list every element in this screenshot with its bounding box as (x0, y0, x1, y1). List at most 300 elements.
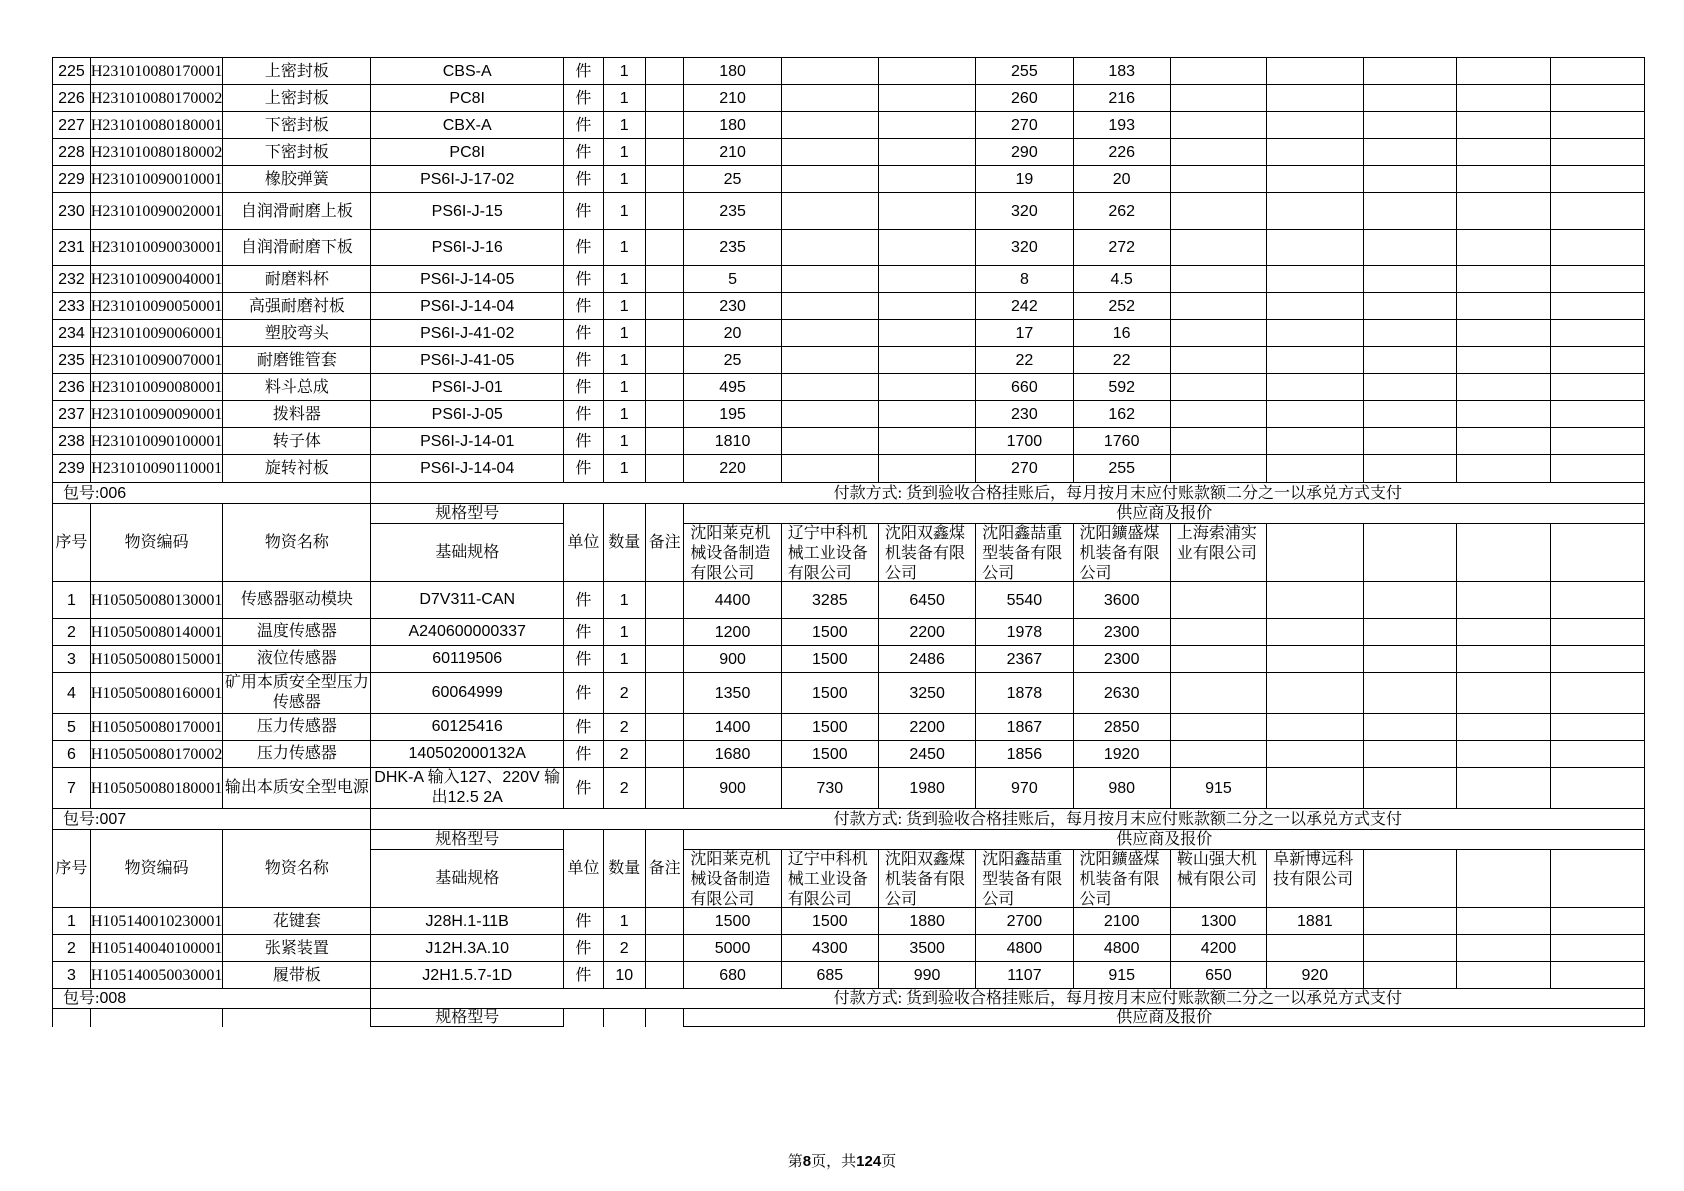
row-code: H105140050030001 (90, 962, 223, 989)
row-price (1363, 401, 1457, 428)
row-price (1551, 139, 1645, 166)
row-price (1363, 374, 1457, 401)
row-price: 1500 (781, 673, 878, 714)
row-name: 拨料器 (223, 401, 371, 428)
row-remark (645, 166, 684, 193)
row-price: 180 (684, 58, 781, 85)
row-price (781, 455, 878, 483)
row-price (1457, 320, 1551, 347)
row-unit: 件 (564, 58, 603, 85)
row-name: 料斗总成 (223, 374, 371, 401)
row-price (1551, 166, 1645, 193)
row-price: 4200 (1170, 935, 1266, 962)
row-price (1267, 935, 1363, 962)
row-price: 210 (684, 85, 781, 112)
row-unit: 件 (564, 293, 603, 320)
row-remark (645, 293, 684, 320)
row-price: 685 (781, 962, 878, 989)
header-supplier-quote: 供应商及报价 (684, 1009, 1645, 1027)
package-008 (53, 989, 1645, 1027)
row-code: H231010090100001 (90, 428, 223, 455)
row-price (781, 58, 878, 85)
row-price (1170, 293, 1266, 320)
row-code: H231010090050001 (90, 293, 223, 320)
row-price (1267, 741, 1363, 768)
row-qty: 1 (603, 266, 645, 293)
package-number-008: 包号:008 (53, 989, 371, 1009)
row-price: 2200 (878, 619, 975, 646)
row-seq: 232 (53, 266, 91, 293)
row-seq: 233 (53, 293, 91, 320)
row-qty: 1 (603, 428, 645, 455)
row-price: 193 (1073, 112, 1170, 139)
row-price: 915 (1170, 768, 1266, 809)
header-name: 物资名称 (223, 830, 371, 908)
row-qty: 1 (603, 320, 645, 347)
row-price (781, 293, 878, 320)
row-price (878, 455, 975, 483)
row-price (1267, 374, 1363, 401)
row-price (1170, 374, 1266, 401)
row-code: H105050080130001 (90, 582, 223, 619)
row-price (1551, 741, 1645, 768)
header-unit: 单位 (564, 830, 603, 908)
row-remark (645, 266, 684, 293)
row-price: 162 (1073, 401, 1170, 428)
row-price (1170, 85, 1266, 112)
row-price: 255 (976, 58, 1073, 85)
row-name: 自润滑耐磨下板 (223, 230, 371, 266)
row-price (1363, 193, 1457, 230)
row-remark (645, 374, 684, 401)
row-price: 3285 (781, 582, 878, 619)
row-price (1363, 320, 1457, 347)
supplier-name: 沈阳鑛盛煤机装备有限公司 (1079, 525, 1160, 580)
table-row (53, 293, 1645, 320)
row-price (1551, 320, 1645, 347)
row-unit: 件 (564, 139, 603, 166)
row-price: 1500 (781, 619, 878, 646)
supplier-name: 沈阳鑫喆重型装备有限公司 (982, 851, 1063, 906)
row-name: 上密封板 (223, 85, 371, 112)
row-price (1267, 266, 1363, 293)
row-qty: 1 (603, 401, 645, 428)
row-price: 260 (976, 85, 1073, 112)
row-qty: 1 (603, 230, 645, 266)
row-qty: 1 (603, 646, 645, 673)
row-price (1363, 58, 1457, 85)
row-price: 1867 (976, 714, 1073, 741)
row-price (1551, 935, 1645, 962)
row-price: 1500 (684, 908, 781, 935)
row-price (1551, 347, 1645, 374)
table-row (53, 768, 1645, 809)
row-price (1551, 58, 1645, 85)
row-price (1170, 347, 1266, 374)
table-row (53, 646, 1645, 673)
row-price: 592 (1073, 374, 1170, 401)
row-price (1551, 582, 1645, 619)
row-price: 2850 (1073, 714, 1170, 741)
row-price: 4800 (1073, 935, 1170, 962)
row-price (1457, 230, 1551, 266)
row-unit: 件 (564, 582, 603, 619)
row-spec: J12H.3A.10 (371, 935, 564, 962)
row-name: 液位传感器 (223, 646, 371, 673)
row-unit: 件 (564, 908, 603, 935)
row-price: 19 (976, 166, 1073, 193)
row-price (1551, 230, 1645, 266)
row-price: 980 (1073, 768, 1170, 809)
row-price: 1856 (976, 741, 1073, 768)
row-price: 4300 (781, 935, 878, 962)
header-seq: 序号 (53, 504, 91, 582)
row-price: 220 (684, 455, 781, 483)
table-row (53, 58, 1645, 85)
row-price: 2100 (1073, 908, 1170, 935)
row-seq: 231 (53, 230, 91, 266)
row-price: 660 (976, 374, 1073, 401)
row-unit: 件 (564, 935, 603, 962)
row-price (1551, 673, 1645, 714)
row-unit: 件 (564, 962, 603, 989)
row-price (1551, 428, 1645, 455)
row-qty: 1 (603, 112, 645, 139)
row-code: H105050080170002 (90, 741, 223, 768)
header-qty: 数量 (603, 830, 645, 908)
row-code: H105050080160001 (90, 673, 223, 714)
row-code: H105050080180001 (90, 768, 223, 809)
row-seq: 6 (53, 741, 91, 768)
row-seq: 226 (53, 85, 91, 112)
row-price (1267, 193, 1363, 230)
row-qty: 2 (603, 935, 645, 962)
table-row (53, 166, 1645, 193)
row-unit: 件 (564, 646, 603, 673)
row-price (781, 347, 878, 374)
row-price (1363, 714, 1457, 741)
row-price (878, 347, 975, 374)
supplier-name: 沈阳莱克机械设备制造有限公司 (690, 525, 771, 580)
row-seq: 229 (53, 166, 91, 193)
row-qty: 2 (603, 741, 645, 768)
row-price (1457, 139, 1551, 166)
row-price (781, 320, 878, 347)
row-price: 272 (1073, 230, 1170, 266)
row-remark (645, 741, 684, 768)
row-price: 290 (976, 139, 1073, 166)
row-code: H105050080150001 (90, 646, 223, 673)
row-unit: 件 (564, 166, 603, 193)
row-code: H105050080170001 (90, 714, 223, 741)
table-row (53, 139, 1645, 166)
row-price: 990 (878, 962, 975, 989)
row-code: H231010080180002 (90, 139, 223, 166)
row-price: 6450 (878, 582, 975, 619)
row-unit: 件 (564, 401, 603, 428)
row-price: 4.5 (1073, 266, 1170, 293)
row-price (878, 374, 975, 401)
quotation-table (52, 57, 1645, 1027)
row-price (1170, 320, 1266, 347)
row-price (1363, 428, 1457, 455)
row-price (1267, 230, 1363, 266)
row-price: 252 (1073, 293, 1170, 320)
payment-terms: 付款方式: 货到验收合格挂账后，每月按月末应付账款额二分之一以承兑方式支付 (564, 809, 1645, 830)
row-price: 2700 (976, 908, 1073, 935)
header-unit: 单位 (564, 504, 603, 582)
row-seq: 236 (53, 374, 91, 401)
row-code: H231010090030001 (90, 230, 223, 266)
row-price: 1878 (976, 673, 1073, 714)
row-remark (645, 646, 684, 673)
row-unit: 件 (564, 266, 603, 293)
payment-terms: 付款方式: 货到验收合格挂账后，每月按月末应付账款额二分之一以承兑方式支付 (564, 483, 1645, 504)
row-remark (645, 908, 684, 935)
row-price (1267, 401, 1363, 428)
row-price: 495 (684, 374, 781, 401)
row-remark (645, 112, 684, 139)
row-unit: 件 (564, 347, 603, 374)
row-price (1363, 230, 1457, 266)
header-spec: 规格型号 (371, 1009, 564, 1027)
row-price (1363, 673, 1457, 714)
row-name: 花键套 (223, 908, 371, 935)
row-code: H231010080180001 (90, 112, 223, 139)
supplier-name: 沈阳鑛盛煤机装备有限公司 (1079, 851, 1160, 906)
row-qty: 1 (603, 619, 645, 646)
row-spec: PS6I-J-05 (371, 401, 564, 428)
row-price: 262 (1073, 193, 1170, 230)
row-spec: J2H1.5.7-1D (371, 962, 564, 989)
row-price (1363, 768, 1457, 809)
row-spec: PS6I-J-14-01 (371, 428, 564, 455)
quotation-sheet (52, 57, 1645, 1090)
row-seq: 227 (53, 112, 91, 139)
row-price: 1920 (1073, 741, 1170, 768)
row-price: 183 (1073, 58, 1170, 85)
row-price (1457, 582, 1551, 619)
row-price (878, 85, 975, 112)
row-price (1457, 455, 1551, 483)
row-spec: PS6I-J-41-05 (371, 347, 564, 374)
row-code: H105140040100001 (90, 935, 223, 962)
row-price: 2630 (1073, 673, 1170, 714)
row-price (1267, 139, 1363, 166)
row-name: 转子体 (223, 428, 371, 455)
row-unit: 件 (564, 673, 603, 714)
row-price: 730 (781, 768, 878, 809)
row-price: 20 (684, 320, 781, 347)
row-spec: 140502000132A (371, 741, 564, 768)
row-name: 上密封板 (223, 58, 371, 85)
row-unit: 件 (564, 619, 603, 646)
row-price: 680 (684, 962, 781, 989)
row-price (1457, 347, 1551, 374)
row-price (1363, 962, 1457, 989)
row-price: 2300 (1073, 619, 1170, 646)
row-spec: PS6I-J-41-02 (371, 320, 564, 347)
row-price: 1500 (781, 908, 878, 935)
row-spec: PS6I-J-17-02 (371, 166, 564, 193)
row-code: H231010080170001 (90, 58, 223, 85)
row-price (1457, 85, 1551, 112)
row-remark (645, 85, 684, 112)
header-spec: 规格型号 (371, 830, 564, 850)
row-price (781, 374, 878, 401)
row-spec: CBX-A (371, 112, 564, 139)
row-unit: 件 (564, 768, 603, 809)
supplier-name: 辽宁中科机械工业设备有限公司 (787, 525, 868, 580)
table-row (53, 741, 1645, 768)
header-code: 物资编码 (90, 830, 223, 908)
row-price: 242 (976, 293, 1073, 320)
row-qty: 2 (603, 673, 645, 714)
row-price (1170, 741, 1266, 768)
row-qty: 1 (603, 374, 645, 401)
row-price (1170, 582, 1266, 619)
row-name: 履带板 (223, 962, 371, 989)
row-name: 矿用本质安全型压力传感器 (223, 673, 371, 714)
row-price: 1700 (976, 428, 1073, 455)
row-price (1551, 193, 1645, 230)
row-price (1363, 293, 1457, 320)
header-supplier-quote: 供应商及报价 (684, 504, 1645, 524)
row-price (1551, 908, 1645, 935)
row-name: 传感器驱动模块 (223, 582, 371, 619)
table-row (53, 673, 1645, 714)
payment-terms: 付款方式: 货到验收合格挂账后，每月按月末应付账款额二分之一以承兑方式支付 (564, 989, 1645, 1009)
row-seq: 230 (53, 193, 91, 230)
row-seq: 2 (53, 619, 91, 646)
row-price (1551, 85, 1645, 112)
row-price (878, 139, 975, 166)
row-spec: 60119506 (371, 646, 564, 673)
row-price (1551, 293, 1645, 320)
row-price (1457, 428, 1551, 455)
row-price (1551, 768, 1645, 809)
row-price (1457, 374, 1551, 401)
row-spec: PS6I-J-14-04 (371, 455, 564, 483)
row-spec: DHK-A 输入127、220V 输出12.5 2A (371, 768, 564, 809)
row-price (1457, 112, 1551, 139)
row-code: H231010090070001 (90, 347, 223, 374)
header-seq: 序号 (53, 830, 91, 908)
package-007 (53, 809, 1645, 908)
row-price: 20 (1073, 166, 1170, 193)
row-price (1363, 619, 1457, 646)
row-price (1170, 714, 1266, 741)
row-remark (645, 58, 684, 85)
supplier-name: 鞍山强大机械有限公司 (1176, 851, 1257, 888)
row-name: 压力传感器 (223, 741, 371, 768)
table-row (53, 714, 1645, 741)
supplier-name: 沈阳双鑫煤机装备有限公司 (884, 851, 965, 906)
row-price: 22 (1073, 347, 1170, 374)
row-price (1267, 646, 1363, 673)
row-spec: PC8I (371, 139, 564, 166)
table-row (53, 455, 1645, 483)
row-price (878, 230, 975, 266)
header-name: 物资名称 (223, 504, 371, 582)
row-price (1363, 935, 1457, 962)
row-price: 1400 (684, 714, 781, 741)
package-006-rows (53, 582, 1645, 809)
row-price (1457, 962, 1551, 989)
row-unit: 件 (564, 85, 603, 112)
row-price (878, 320, 975, 347)
row-price (1457, 908, 1551, 935)
row-code: H231010090060001 (90, 320, 223, 347)
row-seq: 5 (53, 714, 91, 741)
row-seq: 228 (53, 139, 91, 166)
row-spec: A240600000337 (371, 619, 564, 646)
row-seq: 4 (53, 673, 91, 714)
row-price (1551, 962, 1645, 989)
package-number-006: 包号:006 (53, 483, 371, 504)
row-price (1267, 428, 1363, 455)
row-price: 3600 (1073, 582, 1170, 619)
row-price: 320 (976, 230, 1073, 266)
row-name: 旋转衬板 (223, 455, 371, 483)
row-spec: PS6I-J-15 (371, 193, 564, 230)
row-price: 1200 (684, 619, 781, 646)
row-seq: 1 (53, 908, 91, 935)
row-price (781, 230, 878, 266)
row-price (781, 139, 878, 166)
row-price (781, 266, 878, 293)
row-seq: 235 (53, 347, 91, 374)
row-price: 5000 (684, 935, 781, 962)
row-price (1170, 455, 1266, 483)
package-005-rows (53, 58, 1645, 483)
row-price (1170, 428, 1266, 455)
row-price: 16 (1073, 320, 1170, 347)
row-price (781, 428, 878, 455)
row-price: 650 (1170, 962, 1266, 989)
row-seq: 225 (53, 58, 91, 85)
package-006 (53, 483, 1645, 582)
row-price (1170, 166, 1266, 193)
row-price (1170, 401, 1266, 428)
row-price: 2200 (878, 714, 975, 741)
supplier-name: 上海索浦实业有限公司 (1176, 525, 1257, 562)
header-remark: 备注 (645, 504, 684, 582)
row-name: 下密封板 (223, 139, 371, 166)
row-name: 塑胶弯头 (223, 320, 371, 347)
row-remark (645, 455, 684, 483)
row-unit: 件 (564, 112, 603, 139)
row-price (878, 193, 975, 230)
row-unit: 件 (564, 455, 603, 483)
row-remark (645, 139, 684, 166)
row-seq: 237 (53, 401, 91, 428)
row-seq: 234 (53, 320, 91, 347)
row-price (878, 266, 975, 293)
row-price: 970 (976, 768, 1073, 809)
row-price: 1300 (1170, 908, 1266, 935)
row-price (1170, 266, 1266, 293)
row-seq: 3 (53, 962, 91, 989)
row-price (1551, 266, 1645, 293)
row-price: 2486 (878, 646, 975, 673)
row-price (1267, 293, 1363, 320)
row-price (1457, 193, 1551, 230)
row-price: 1107 (976, 962, 1073, 989)
row-price: 255 (1073, 455, 1170, 483)
row-price: 5 (684, 266, 781, 293)
row-price (1363, 582, 1457, 619)
